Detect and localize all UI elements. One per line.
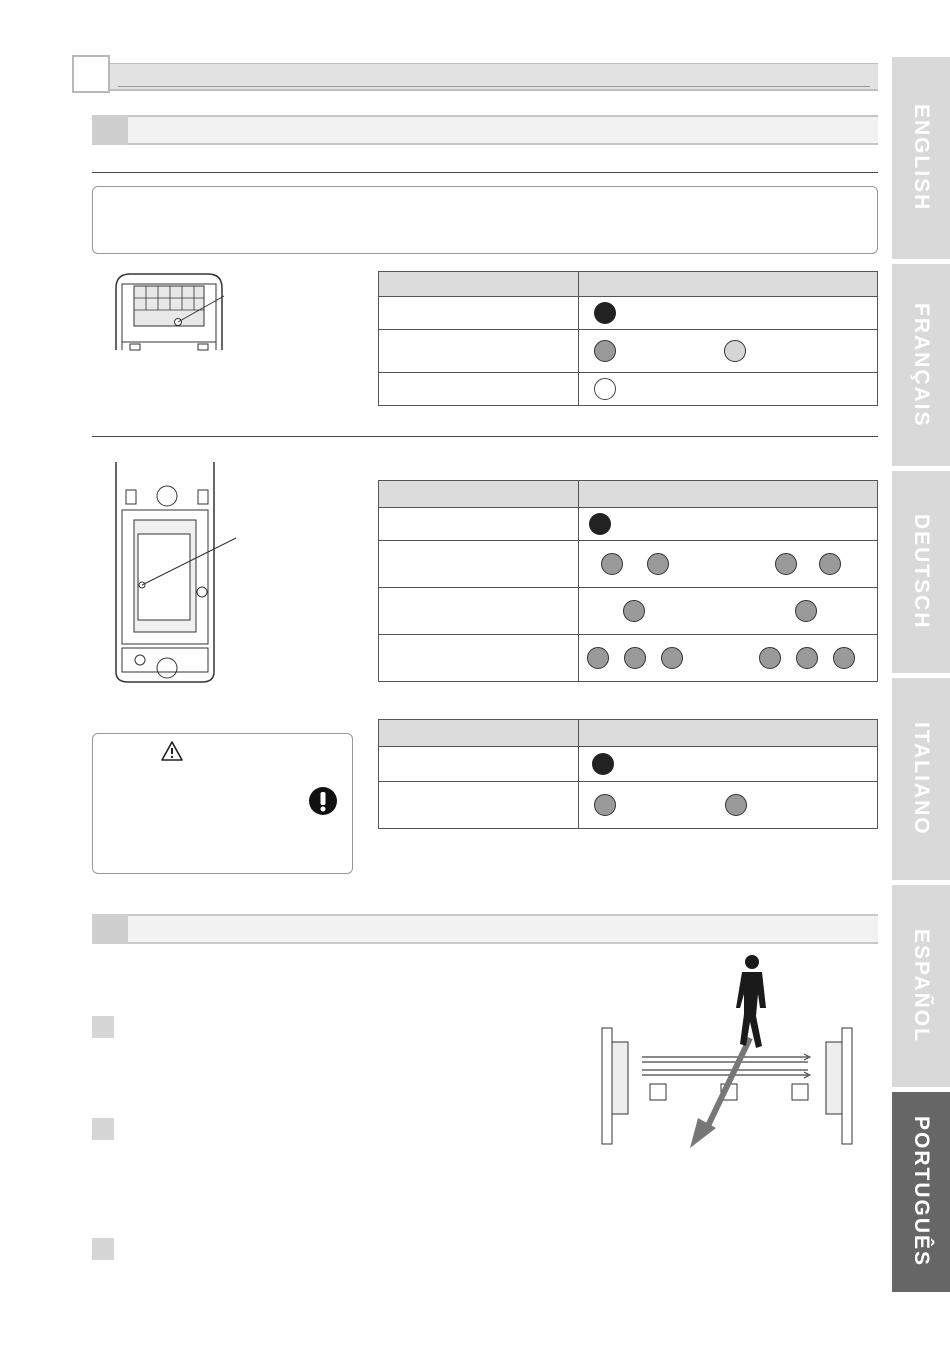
led-blink-icon	[594, 794, 616, 816]
led-blink-icon	[725, 794, 747, 816]
tab-francais[interactable]	[892, 264, 950, 466]
walking-person-icon	[736, 955, 766, 1048]
led-blink-icon	[661, 647, 683, 669]
step-1-marker	[92, 1016, 114, 1038]
tab-italiano[interactable]	[892, 678, 950, 880]
led-status-table-1	[378, 271, 878, 406]
led-status-table-3	[378, 719, 878, 829]
section-1-bar	[128, 115, 878, 145]
led-status-table-2	[378, 480, 878, 682]
tab-espanol[interactable]	[892, 885, 950, 1087]
led-blink-icon	[594, 340, 616, 362]
warning-triangle-icon	[160, 740, 184, 762]
led-blink-icon	[833, 647, 855, 669]
led-on-icon	[592, 753, 614, 775]
info-box	[92, 186, 878, 254]
walk-test-illustration	[590, 950, 865, 1160]
section-2-bar	[128, 914, 878, 944]
led-blink-icon	[759, 647, 781, 669]
header-number-box	[72, 55, 110, 93]
led-blink-icon	[587, 647, 609, 669]
led-on-icon	[589, 513, 611, 535]
led-blink-icon	[819, 553, 841, 575]
led-off-icon	[594, 378, 616, 400]
led-blink-icon	[795, 600, 817, 622]
led-blink-icon	[647, 553, 669, 575]
header-title-rule	[118, 86, 870, 87]
step-2-marker	[92, 1118, 114, 1140]
tab-portugues[interactable]	[892, 1092, 950, 1292]
tab-deutsch-label: DEUTSCH	[910, 514, 933, 630]
exclamation-circle-icon	[308, 786, 338, 816]
section-2-marker	[92, 914, 128, 944]
led-blink-icon	[623, 600, 645, 622]
tab-espanol-label: ESPAÑOL	[910, 929, 933, 1043]
led-blink-icon	[724, 340, 746, 362]
receiver-illustration	[112, 270, 242, 352]
sensor-unit-illustration	[112, 462, 242, 686]
tab-english[interactable]	[892, 57, 950, 259]
led-blink-icon	[601, 553, 623, 575]
tab-italiano-label: ITALIANO	[910, 722, 933, 836]
tab-portugues-label: PORTUGUÊS	[910, 1116, 933, 1268]
section-1-marker	[92, 115, 128, 145]
tab-english-label: ENGLISH	[910, 104, 933, 212]
direction-arrow-icon	[690, 1038, 750, 1148]
section-1-rule	[92, 172, 878, 173]
tab-deutsch[interactable]	[892, 471, 950, 673]
step-3-marker	[92, 1238, 114, 1260]
section-divider	[92, 436, 878, 437]
led-blink-icon	[624, 647, 646, 669]
led-blink-icon	[775, 553, 797, 575]
led-on-icon	[594, 302, 616, 324]
led-blink-icon	[796, 647, 818, 669]
tab-francais-label: FRANÇAIS	[910, 302, 933, 428]
